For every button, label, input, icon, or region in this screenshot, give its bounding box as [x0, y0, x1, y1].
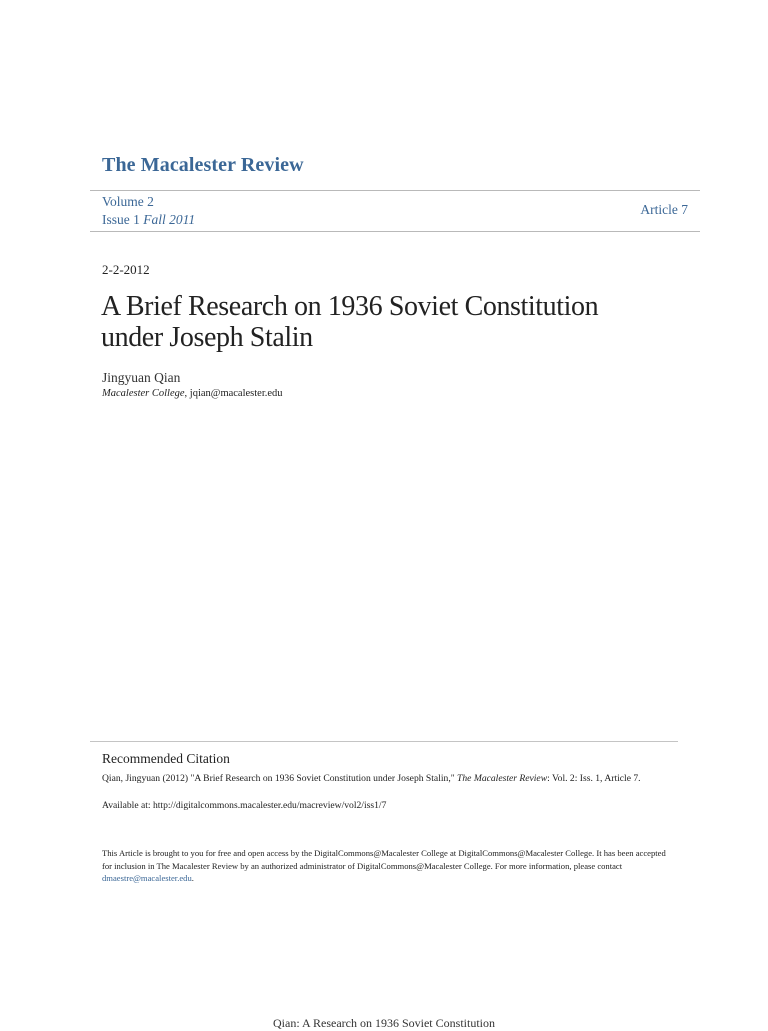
affiliation-college: Macalester College: [102, 388, 185, 399]
article-number-link[interactable]: Article 7: [640, 202, 688, 217]
author-name[interactable]: Jingyuan Qian: [102, 370, 181, 385]
citation-text-after: : Vol. 2: Iss. 1, Article 7.: [547, 773, 641, 784]
volume-link[interactable]: Volume 2: [102, 194, 154, 209]
citation-journal: The Macalester Review: [457, 773, 548, 784]
access-notice-text: This Article is brought to you for free and open access by the DigitalCommons@Macalester College at DigitalCommons@Macalester College. It has been accepted for inclusion in The Macalester Review by an authorized administrator of DigitalCommons@Macalester College. For more information, please contact: [102, 848, 666, 871]
access-notice-end: .: [191, 873, 194, 883]
issue-bar: [90, 190, 700, 232]
journal-title[interactable]: The Macalester Review: [102, 154, 304, 176]
citation-text: [102, 773, 662, 785]
issue-season: Fall 2011: [143, 212, 196, 227]
author-affiliation: [102, 388, 283, 399]
article-title: A Brief Research on 1936 Soviet Constitution under Joseph Stalin: [101, 291, 599, 353]
citation-available-url[interactable]: Available at: http://digitalcommons.macalester.edu/macreview/vol2/iss1/7: [102, 800, 387, 811]
citation-heading: Recommended Citation: [102, 751, 230, 766]
publication-date: 2-2-2012: [102, 262, 150, 277]
issue-number: Issue 1: [102, 212, 140, 227]
access-notice: [102, 847, 672, 885]
affiliation-email: , jqian@macalester.edu: [184, 388, 283, 399]
contact-email-link[interactable]: dmaestre@macalester.edu: [102, 873, 192, 883]
issue-link[interactable]: [102, 211, 195, 229]
citation-divider: [90, 741, 678, 742]
running-footer: Qian: A Research on 1936 Soviet Constitution: [273, 1016, 495, 1030]
citation-text-before: Qian, Jingyuan (2012) "A Brief Research on 1936 Soviet Constitution under Joseph Stalin,": [102, 773, 458, 784]
